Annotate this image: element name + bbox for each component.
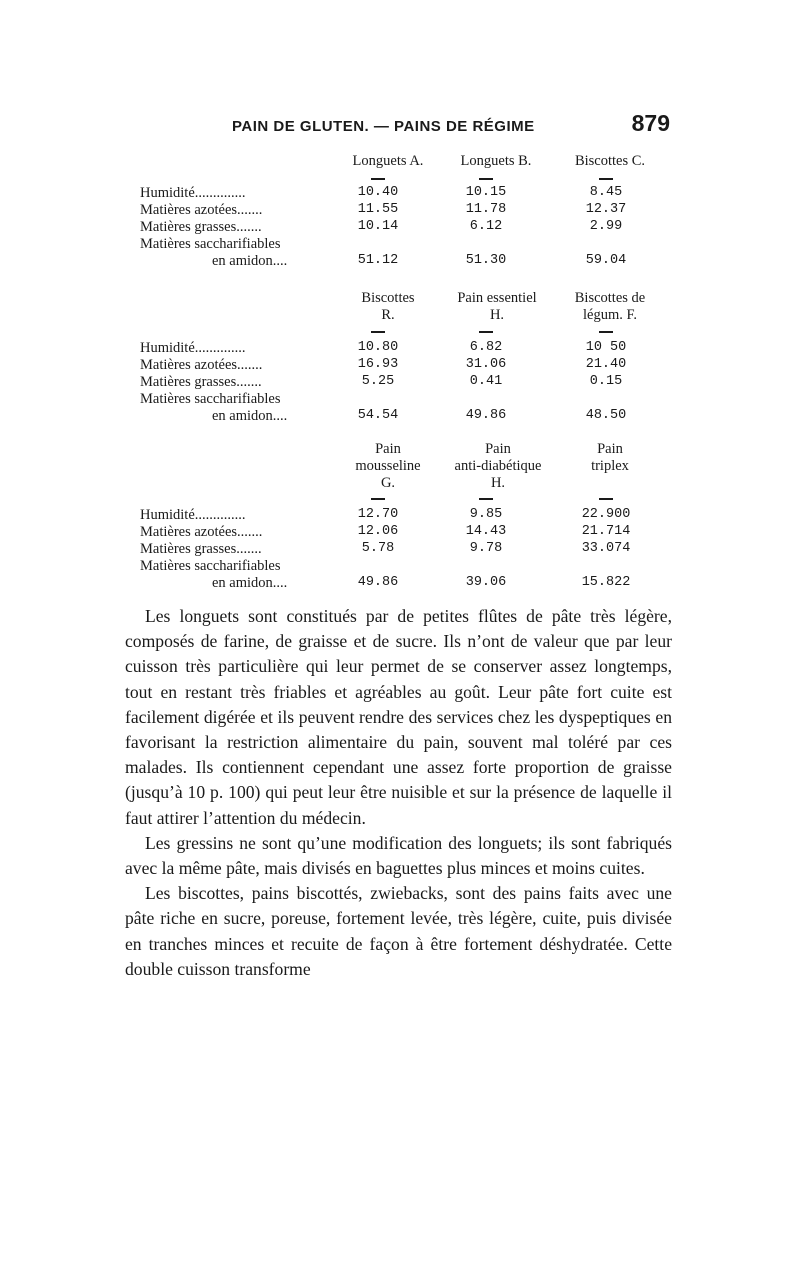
table-cell: 21.40 bbox=[585, 357, 627, 372]
table-cell: 22.900 bbox=[581, 507, 631, 522]
table-cell: 16.93 bbox=[357, 357, 399, 372]
column-header: anti-diabétique bbox=[454, 458, 542, 474]
row-label-azotees: Matières azotées....... bbox=[140, 524, 263, 540]
page-header bbox=[140, 110, 670, 144]
column-rule bbox=[371, 331, 385, 333]
column-header: Longuets B. bbox=[460, 153, 532, 169]
table-cell: 31.06 bbox=[465, 357, 507, 372]
page-number: 879 bbox=[631, 110, 670, 136]
table-cell: 51.12 bbox=[357, 253, 399, 268]
table-cell: 49.86 bbox=[357, 575, 399, 590]
table-cell: 9.85 bbox=[469, 507, 503, 522]
table-cell: 10 50 bbox=[585, 340, 627, 355]
table-cell: 11.78 bbox=[465, 202, 507, 217]
table-cell: 0.41 bbox=[469, 374, 503, 389]
table-cell: 6.12 bbox=[469, 219, 503, 234]
row-label-humidite: Humidité.............. bbox=[140, 185, 246, 201]
row-label-amidon: en amidon.... bbox=[212, 575, 288, 591]
table-cell: 12.37 bbox=[585, 202, 627, 217]
row-label-amidon: en amidon.... bbox=[212, 253, 288, 269]
table-cell: 5.78 bbox=[361, 541, 395, 556]
row-label-azotees: Matières azotées....... bbox=[140, 202, 263, 218]
table-cell: 5.25 bbox=[361, 374, 395, 389]
running-head: PAIN DE GLUTEN. — PAINS DE RÉGIME bbox=[232, 118, 535, 135]
table-cell: 12.70 bbox=[357, 507, 399, 522]
table-cell: 6.82 bbox=[469, 340, 503, 355]
table-cell: 14.43 bbox=[465, 524, 507, 539]
column-header: H. bbox=[489, 307, 505, 323]
column-header: Pain essentiel bbox=[457, 290, 537, 306]
column-header: Pain bbox=[375, 441, 401, 457]
table-cell: 12.06 bbox=[357, 524, 399, 539]
table-cell: 8.45 bbox=[589, 185, 623, 200]
column-header: Biscottes bbox=[361, 290, 415, 306]
table-cell: 9.78 bbox=[469, 541, 503, 556]
row-label-amidon: en amidon.... bbox=[212, 408, 288, 424]
paragraph-gressins: Les gressins ne sont qu’une modification des longuets; ils sont fabriqués avec la même pâte, mais divisés en baguettes plus minces et moins cuites. bbox=[125, 832, 672, 879]
row-label-grasses: Matières grasses....... bbox=[140, 541, 262, 557]
table-cell: 2.99 bbox=[589, 219, 623, 234]
composition-table-2 bbox=[140, 290, 670, 425]
column-rule bbox=[371, 498, 385, 500]
composition-table-1 bbox=[140, 153, 670, 273]
table-cell: 21.714 bbox=[581, 524, 631, 539]
row-label-azotees: Matières azotées....... bbox=[140, 357, 263, 373]
table-cell: 15.822 bbox=[581, 575, 631, 590]
column-rule bbox=[599, 178, 613, 180]
column-header: R. bbox=[381, 307, 395, 323]
table-cell: 48.50 bbox=[585, 408, 627, 423]
table-cell: 54.54 bbox=[357, 408, 399, 423]
table-cell: 33.074 bbox=[581, 541, 631, 556]
column-rule bbox=[371, 178, 385, 180]
row-label-grasses: Matières grasses....... bbox=[140, 219, 262, 235]
column-header: Biscottes de bbox=[574, 290, 646, 306]
table-cell: 49.86 bbox=[465, 408, 507, 423]
column-rule bbox=[479, 498, 493, 500]
table-cell: 39.06 bbox=[465, 575, 507, 590]
column-header: G. bbox=[380, 475, 396, 491]
row-label-saccharifiables: Matières saccharifiables bbox=[140, 236, 281, 252]
paragraph-longuets: Les longuets sont constitués par de petites flûtes de pâte très légère, composés de farine, de graisse et de sucre. Ils n’ont de valeur que par leur cuisson très particulière qui leur permet de se conserver assez longtemps, tout en restant très friables et agréables au goût. Leur pâte fort cuite est facilement digérée et ils peuvent rendre des services chez les dyspeptiques en favorisant la restriction alimentaire du pain, souvent mal toléré par ces malades. Ils contiennent cependant une assez forte proportion de graisse (jusqu’à 10 p. 100) qui peut leur être nuisible et sur la présence de laquelle il faut attirer l’attention du médecin. bbox=[125, 606, 672, 828]
column-header: H. bbox=[490, 475, 506, 491]
column-rule bbox=[599, 498, 613, 500]
column-header: Biscottes C. bbox=[574, 153, 646, 169]
column-header: triplex bbox=[591, 458, 629, 474]
column-header: Pain bbox=[597, 441, 623, 457]
column-rule bbox=[479, 331, 493, 333]
row-label-humidite: Humidité.............. bbox=[140, 507, 246, 523]
body-text bbox=[125, 604, 672, 982]
column-header: mousseline bbox=[355, 458, 421, 474]
column-rule bbox=[599, 331, 613, 333]
table-cell: 51.30 bbox=[465, 253, 507, 268]
row-label-humidite: Humidité.............. bbox=[140, 340, 246, 356]
table-cell: 10.15 bbox=[465, 185, 507, 200]
paragraph-biscottes: Les biscottes, pains biscottés, zwiebacks, sont des pains faits avec une pâte riche en sucre, poreuse, fortement levée, très légère, cuite, puis divisée en tranches minces et recuite de façon à être fortement déshydratée. Cette double cuisson transforme bbox=[125, 883, 672, 979]
row-label-saccharifiables: Matières saccharifiables bbox=[140, 558, 281, 574]
row-label-grasses: Matières grasses....... bbox=[140, 374, 262, 390]
column-header: légum. F. bbox=[582, 307, 638, 323]
table-cell: 10.14 bbox=[357, 219, 399, 234]
table-cell: 10.40 bbox=[357, 185, 399, 200]
table-cell: 10.80 bbox=[357, 340, 399, 355]
table-cell: 59.04 bbox=[585, 253, 627, 268]
column-header: Pain bbox=[485, 441, 511, 457]
column-header: Longuets A. bbox=[352, 153, 424, 169]
table-cell: 0.15 bbox=[589, 374, 623, 389]
row-label-saccharifiables: Matières saccharifiables bbox=[140, 391, 281, 407]
table-cell: 11.55 bbox=[357, 202, 399, 217]
column-rule bbox=[479, 178, 493, 180]
composition-table-3 bbox=[140, 441, 670, 591]
